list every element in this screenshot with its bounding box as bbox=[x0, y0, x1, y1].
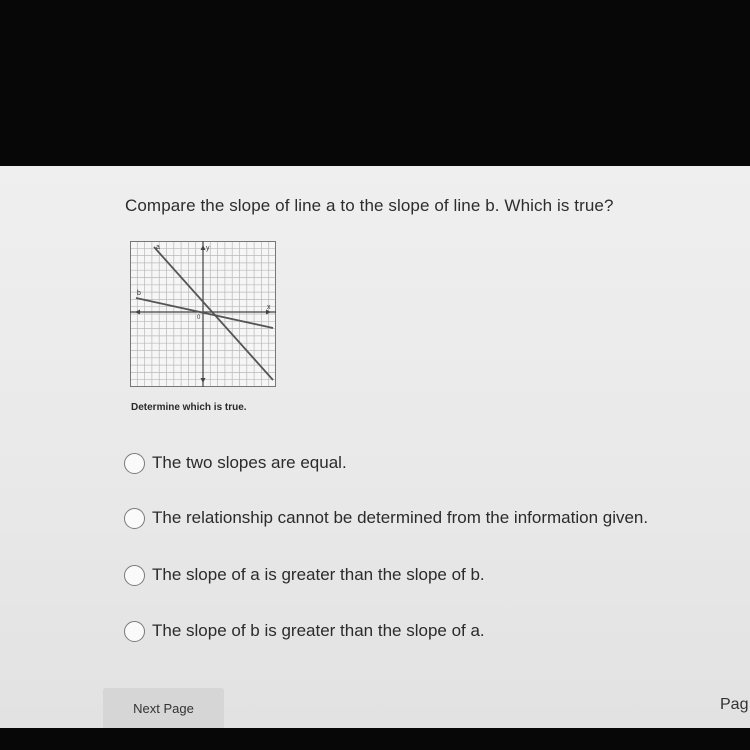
coordinate-graph bbox=[130, 241, 276, 387]
instruction-caption: Determine which is true. bbox=[131, 402, 247, 413]
answer-option-label: The two slopes are equal. bbox=[152, 453, 347, 472]
line-a-label: a bbox=[156, 244, 160, 251]
radio-button[interactable] bbox=[124, 508, 145, 529]
quiz-screen bbox=[0, 166, 750, 728]
x-axis-label: x bbox=[267, 304, 271, 311]
radio-button[interactable] bbox=[124, 621, 145, 642]
answer-option-label: The relationship cannot be determined from the information given. bbox=[152, 508, 649, 527]
next-page-button[interactable]: Next Page bbox=[103, 688, 224, 728]
y-axis-label: y bbox=[206, 245, 210, 252]
answer-option-1[interactable] bbox=[124, 450, 347, 476]
line-a bbox=[154, 247, 273, 380]
page-indicator: Pag bbox=[720, 696, 749, 713]
graph-svg bbox=[130, 241, 276, 387]
radio-button[interactable] bbox=[124, 565, 145, 586]
answer-option-label: The slope of a is greater than the slope of b. bbox=[152, 565, 485, 584]
line-b-label: b bbox=[137, 290, 141, 297]
answer-option-2[interactable] bbox=[124, 505, 648, 531]
answer-option-3[interactable] bbox=[124, 562, 485, 588]
answer-option-4[interactable] bbox=[124, 618, 485, 644]
question-text: Compare the slope of line a to the slope of line b. Which is true? bbox=[125, 196, 614, 215]
radio-button[interactable] bbox=[124, 453, 145, 474]
origin-label: 0 bbox=[197, 315, 201, 321]
answer-option-label: The slope of b is greater than the slope of a. bbox=[152, 621, 485, 640]
